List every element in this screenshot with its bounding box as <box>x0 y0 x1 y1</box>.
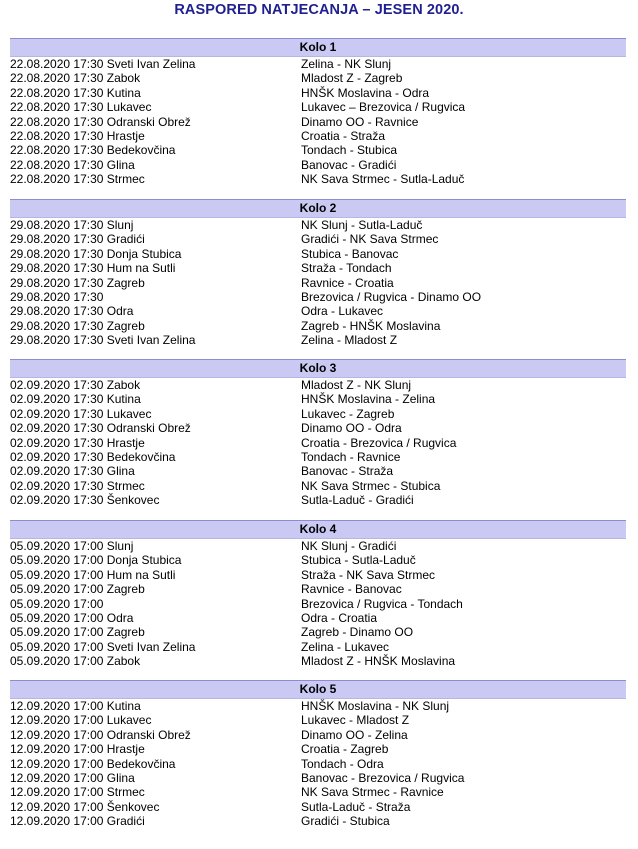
round-section <box>10 359 626 508</box>
match-row <box>10 143 626 157</box>
match-datetime-venue: 12.09.2020 17:00 Strmec <box>10 785 145 800</box>
match-fixture: Sutla-Laduč - Gradići <box>301 493 414 508</box>
match-row <box>10 450 626 464</box>
match-fixture: Straža - NK Sava Strmec <box>301 567 436 582</box>
match-fixture: Tondach - Odra <box>301 756 384 771</box>
match-row <box>10 640 626 654</box>
match-fixture: Dinamo OO - Zelina <box>301 727 408 742</box>
match-row <box>10 771 626 785</box>
match-row <box>10 407 626 421</box>
match-row <box>10 464 626 478</box>
match-datetime-venue: 22.08.2020 17:30 Bedekovčina <box>10 143 176 158</box>
match-datetime-venue: 29.08.2020 17:30 Slunj <box>10 218 134 232</box>
match-fixture: Odra - Croatia <box>301 610 378 625</box>
match-fixture: Brezovica / Rugvica - Tondach <box>301 596 463 611</box>
match-datetime-venue: 22.08.2020 17:30 Odranski Obrež <box>10 114 191 129</box>
match-row <box>10 436 626 450</box>
match-row <box>10 785 626 799</box>
match-datetime-venue: 29.08.2020 17:30 Zagreb <box>10 318 145 333</box>
match-fixture: Lukavec - Mladost Z <box>301 713 410 728</box>
match-fixture: Sutla-Laduč - Straža <box>301 799 411 814</box>
match-fixture: HNŠK Moslavina - Zelina <box>301 392 436 407</box>
match-row <box>10 172 626 186</box>
match-row <box>10 479 626 493</box>
match-fixture: NK Sava Strmec - Ravnice <box>301 785 444 800</box>
match-fixture: Croatia - Zagreb <box>301 742 389 757</box>
match-datetime-venue: 05.09.2020 17:00 Donja Stubica <box>10 553 182 568</box>
match-fixture: Stubica - Banovac <box>301 246 399 261</box>
match-datetime-venue: 05.09.2020 17:00 Zagreb <box>10 625 145 640</box>
match-fixture: Tondach - Stubica <box>301 143 398 158</box>
match-row <box>10 493 626 507</box>
match-row <box>10 304 626 318</box>
match-datetime-venue: 12.09.2020 17:00 Kutina <box>10 699 141 713</box>
match-row <box>10 625 626 639</box>
match-row <box>10 378 626 392</box>
match-datetime-venue: 02.09.2020 17:30 Zabok <box>10 378 141 392</box>
match-datetime-venue: 22.08.2020 17:30 Sveti Ivan Zelina <box>10 57 196 71</box>
match-datetime-venue: 05.09.2020 17:00 Sveti Ivan Zelina <box>10 639 196 654</box>
match-row <box>10 71 626 85</box>
match-datetime-venue: 22.08.2020 17:30 Zabok <box>10 71 141 86</box>
match-fixture: Gradići - NK Sava Strmec <box>301 232 439 247</box>
match-row <box>10 115 626 129</box>
match-fixture: NK Slunj - Gradići <box>301 539 397 553</box>
match-row <box>10 290 626 304</box>
match-datetime-venue: 29.08.2020 17:30 <box>10 289 104 304</box>
match-fixture: HNŠK Moslavina - Odra <box>301 85 430 100</box>
round-header: Kolo 1 <box>10 38 626 57</box>
round-section <box>10 680 626 829</box>
round-section <box>10 38 626 187</box>
match-row <box>10 100 626 114</box>
match-row <box>10 319 626 333</box>
match-row <box>10 582 626 596</box>
match-row <box>10 261 626 275</box>
match-fixture: Ravnice - Croatia <box>301 275 394 290</box>
match-datetime-venue: 02.09.2020 17:30 Odranski Obrež <box>10 421 191 436</box>
match-fixture: Banovac - Brezovica / Rugvica <box>301 770 465 785</box>
match-fixture: Zagreb - Dinamo OO <box>301 625 414 640</box>
round-section <box>10 520 626 669</box>
match-datetime-venue: 12.09.2020 17:00 Bedekovčina <box>10 756 176 771</box>
match-row <box>10 713 626 727</box>
match-datetime-venue: 22.08.2020 17:30 Hrastje <box>10 128 145 143</box>
round-header: Kolo 5 <box>10 680 626 699</box>
match-fixture: Zagreb - HNŠK Moslavina <box>301 318 441 333</box>
match-datetime-venue: 22.08.2020 17:30 Kutina <box>10 85 141 100</box>
match-fixture: Zelina - NK Slunj <box>301 57 392 71</box>
match-fixture: Banovac - Straža <box>301 464 394 479</box>
match-datetime-venue: 05.09.2020 17:00 <box>10 596 104 611</box>
match-datetime-venue: 02.09.2020 17:30 Šenkovec <box>10 493 160 508</box>
match-datetime-venue: 12.09.2020 17:00 Odranski Obrež <box>10 727 191 742</box>
match-row <box>10 814 626 828</box>
match-fixture: Banovac - Gradići <box>301 157 397 172</box>
match-fixture: Croatia - Brezovica / Rugvica <box>301 435 457 450</box>
match-row <box>10 742 626 756</box>
match-datetime-venue: 02.09.2020 17:30 Hrastje <box>10 435 145 450</box>
match-datetime-venue: 05.09.2020 17:00 Slunj <box>10 539 134 553</box>
match-fixture: Straža - Tondach <box>301 261 392 276</box>
match-fixture: Tondach - Ravnice <box>301 449 401 464</box>
match-fixture: Stubica - Sutla-Laduč <box>301 553 416 568</box>
match-row <box>10 158 626 172</box>
match-row <box>10 699 626 713</box>
match-datetime-venue: 12.09.2020 17:00 Lukavec <box>10 713 152 728</box>
match-row <box>10 800 626 814</box>
match-fixture: Mladost Z - NK Slunj <box>301 378 412 392</box>
match-row <box>10 553 626 567</box>
match-datetime-venue: 05.09.2020 17:00 Zagreb <box>10 582 145 597</box>
match-row <box>10 129 626 143</box>
match-fixture: Dinamo OO - Ravnice <box>301 114 419 129</box>
round-header: Kolo 3 <box>10 359 626 378</box>
match-datetime-venue: 29.08.2020 17:30 Donja Stubica <box>10 246 182 261</box>
match-datetime-venue: 22.08.2020 17:30 Strmec <box>10 172 145 187</box>
match-datetime-venue: 12.09.2020 17:00 Šenkovec <box>10 799 160 814</box>
match-datetime-venue: 22.08.2020 17:30 Lukavec <box>10 100 152 115</box>
match-row <box>10 654 626 668</box>
match-fixture: Mladost Z - HNŠK Moslavina <box>301 654 456 669</box>
match-fixture: Dinamo OO - Odra <box>301 421 402 436</box>
match-fixture: Lukavec - Zagreb <box>301 406 395 421</box>
match-row <box>10 218 626 232</box>
match-row <box>10 757 626 771</box>
match-fixture: Ravnice - Banovac <box>301 582 402 597</box>
match-fixture: Odra - Lukavec <box>301 304 384 319</box>
match-fixture: Mladost Z - Zagreb <box>301 71 403 86</box>
match-datetime-venue: 02.09.2020 17:30 Bedekovčina <box>10 449 176 464</box>
match-fixture: Zelina - Mladost Z <box>301 333 398 348</box>
match-datetime-venue: 02.09.2020 17:30 Lukavec <box>10 406 152 421</box>
document-title: RASPORED NATJECANJA – JESEN 2020. <box>174 2 464 18</box>
match-datetime-venue: 05.09.2020 17:00 Hum na Sutli <box>10 567 176 582</box>
round-header: Kolo 4 <box>10 520 626 539</box>
match-row <box>10 597 626 611</box>
match-row <box>10 276 626 290</box>
match-row <box>10 611 626 625</box>
match-row <box>10 232 626 246</box>
match-datetime-venue: 12.09.2020 17:00 Gradići <box>10 814 145 829</box>
match-datetime-venue: 29.08.2020 17:30 Zagreb <box>10 275 145 290</box>
match-datetime-venue: 22.08.2020 17:30 Glina <box>10 157 135 172</box>
match-row <box>10 333 626 347</box>
match-fixture: NK Sava Strmec - Sutla-Laduč <box>301 172 465 187</box>
match-datetime-venue: 29.08.2020 17:30 Hum na Sutli <box>10 261 176 276</box>
match-fixture: HNŠK Moslavina - NK Slunj <box>301 699 450 713</box>
match-row <box>10 539 626 553</box>
round-section <box>10 199 626 348</box>
match-row <box>10 392 626 406</box>
match-datetime-venue: 29.08.2020 17:30 Gradići <box>10 232 145 247</box>
match-datetime-venue: 12.09.2020 17:00 Glina <box>10 770 135 785</box>
match-datetime-venue: 02.09.2020 17:30 Kutina <box>10 392 141 407</box>
match-datetime-venue: 29.08.2020 17:30 Odra <box>10 304 134 319</box>
match-fixture: Brezovica / Rugvica - Dinamo OO <box>301 289 482 304</box>
match-datetime-venue: 02.09.2020 17:30 Strmec <box>10 478 145 493</box>
match-datetime-venue: 29.08.2020 17:30 Sveti Ivan Zelina <box>10 333 196 348</box>
match-row <box>10 86 626 100</box>
match-datetime-venue: 12.09.2020 17:00 Hrastje <box>10 742 145 757</box>
match-fixture: NK Sava Strmec - Stubica <box>301 478 441 493</box>
match-fixture: Croatia - Straža <box>301 128 386 143</box>
match-row <box>10 568 626 582</box>
match-row <box>10 728 626 742</box>
match-fixture: Gradići - Stubica <box>301 814 390 829</box>
match-row <box>10 57 626 71</box>
match-datetime-venue: 02.09.2020 17:30 Glina <box>10 464 135 479</box>
match-row <box>10 247 626 261</box>
match-datetime-venue: 05.09.2020 17:00 Zabok <box>10 654 141 669</box>
match-row <box>10 421 626 435</box>
match-fixture: NK Slunj - Sutla-Laduč <box>301 218 423 232</box>
match-datetime-venue: 05.09.2020 17:00 Odra <box>10 610 134 625</box>
match-fixture: Lukavec – Brezovica / Rugvica <box>301 100 466 115</box>
match-fixture: Zelina - Lukavec <box>301 639 390 654</box>
round-header: Kolo 2 <box>10 199 626 218</box>
